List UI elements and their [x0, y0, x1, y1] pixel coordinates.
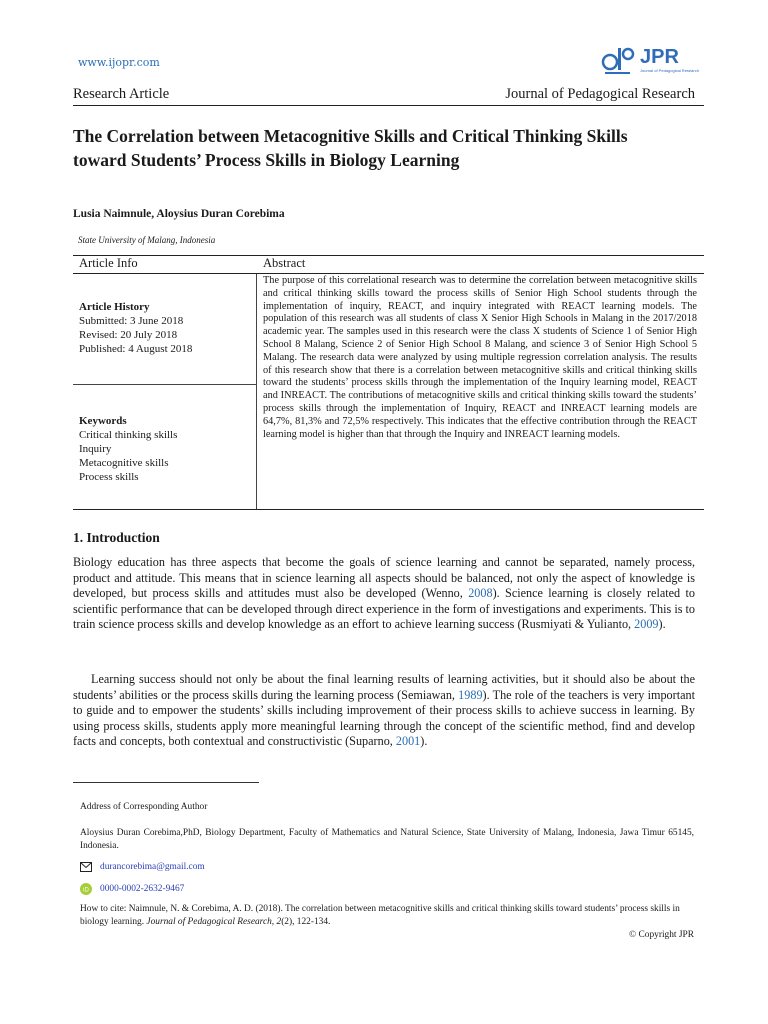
article-type: Research Article: [73, 86, 170, 102]
table-column-divider: [256, 274, 257, 509]
keyword-item: Metacognitive skills: [79, 457, 169, 469]
text-run: ).: [658, 617, 666, 632]
footnote-rule: [73, 782, 259, 783]
orcid-link[interactable]: 0000-0002-2632-9467: [100, 884, 185, 894]
intro-paragraph-2: [73, 672, 695, 750]
logo-text: JPR: [640, 46, 679, 68]
corresponding-author-label: Address of Corresponding Author: [80, 802, 208, 812]
corresponding-author-address: Aloysius Duran Corebima,PhD, Biology Department, Faculty of Mathematics and Natural Science, State University of Malang, Indonesia, Jawa Timur 65145, Indonesia.: [80, 828, 694, 851]
abstract-heading: Abstract: [263, 256, 306, 270]
section-heading-introduction: 1. Introduction: [73, 530, 160, 545]
text-run: ). Science learning is closely related to scientific performance that can be developed through direct experience in the form of investigations and experiments. This is to train science process skills and develop knowledge as an effort to achieve learning success (Rusmiyati & Yulianto,: [73, 586, 695, 632]
text-run: ). The role of the teachers is very important to guide and to empower the students’ skills including improvement of their process skills to achieve success in learning. By using process skills, students apply more meaningful learning through the concept of the scientific method, find and develop facts and concepts, both contextual and constructivistic (Suparno,: [73, 687, 695, 749]
copyright: © Copyright JPR: [629, 930, 694, 940]
published-date: Published: 4 August 2018: [79, 343, 193, 355]
text-run: Learning success should not only be about the final learning results of learning activities, but it should also be about the students’ abilities or the process skills during the learning process (Semiawan,: [73, 672, 695, 702]
citation-link[interactable]: 1989: [458, 687, 483, 702]
submitted-date: Submitted: 3 June 2018: [79, 315, 184, 327]
email-row: [80, 862, 205, 872]
article-history-label: Article History: [79, 301, 150, 313]
citation-link[interactable]: 2009: [634, 617, 659, 632]
revised-date: Revised: 20 July 2018: [79, 329, 178, 341]
svg-text:iD: iD: [83, 887, 89, 894]
table-top-rule: [73, 255, 704, 256]
info-divider: [73, 384, 256, 385]
keywords-block: [79, 414, 177, 484]
paper-title: The Correlation between Metacognitive Skills and Critical Thinking Skills toward Students’ Process Skills in Biology Learning: [73, 126, 628, 170]
email-link[interactable]: durancorebima@gmail.com: [100, 862, 205, 872]
logo-subtext: Journal of Pedagogical Research: [640, 68, 699, 73]
text-run: (2), 122-134.: [281, 917, 331, 927]
text-run: How to cite: Naimnule, N. & Corebima, A. D. (2018). The correlation between metacognitive skills and critical thinking skills toward students’ process skills in biology learning.: [80, 904, 680, 927]
article-history: [79, 300, 192, 356]
orcid-icon: [80, 883, 92, 895]
keyword-item: Inquiry: [79, 443, 112, 455]
text-run: ).: [420, 734, 428, 749]
citation-link[interactable]: 2001: [395, 734, 421, 749]
authors: Lusia Naimnule, Aloysius Duran Corebima: [73, 208, 285, 220]
affiliation: State University of Malang, Indonesia: [78, 235, 216, 245]
keyword-item: Process skills: [79, 471, 139, 483]
journal-logo: [600, 40, 700, 80]
table-bottom-rule: [73, 509, 704, 510]
article-info-heading: Article Info: [79, 256, 138, 270]
orcid-row: [80, 883, 184, 895]
header-rule: [73, 105, 704, 106]
keywords-label: Keywords: [79, 415, 127, 427]
table-header-rule: [73, 273, 704, 274]
intro-paragraph-1: [73, 555, 695, 633]
text-run: Biology education has three aspects that become the goals of science learning and cannot be separated, namely process, product and attitude. This means that in science learning all aspects should be balanced, not only the aspect of knowledge is developed, but process skills and attitudes must also be developed (Wenno,: [73, 555, 695, 601]
journal-url[interactable]: www.ijopr.com: [78, 56, 160, 69]
citation-link[interactable]: 2008: [468, 586, 493, 601]
abstract-text: The purpose of this correlational research was to determine the correlation between metacognitive skills and critical thinking skills toward the process skills of Senior High School students through the implementation of inquiry, REACT, and inquiry integrated with REACT learning models. The population of this research was all students of class X Senior High Schools in Malang in the 2017/2018 academic year. The samples used in this research were the class X students of Science 1 of Senior High School 8 Malang, Science 2 of Senior High School 8 Malang, and science 3 of Senior High School 5 Malang. The research data were analyzed by using multiple regression correlation analysis. The results of this research show that there is a correlation between metacognitive skills and critical thinking skills toward the students’ process skills through the implementation of the Inquiry learning model, REACT and INREACT. The contributions of metacognitive skills and critical thinking skills toward the students’ process skills through the implementation of Inquiry, REACT and INREACT learning models are 64,7%, 81,3% and 72,5% respectively. This indicates that the effective contribution through the REACT learning model is higher than that through the Inquiry and INREACT learning models.: [263, 275, 697, 440]
envelope-icon: [80, 862, 92, 872]
journal-name: Journal of Pedagogical Research: [505, 86, 695, 102]
journal-citation-name: Journal of Pedagogical Research, 2: [146, 917, 282, 927]
keyword-item: Critical thinking skills: [79, 429, 178, 441]
citation-text: [80, 903, 694, 929]
